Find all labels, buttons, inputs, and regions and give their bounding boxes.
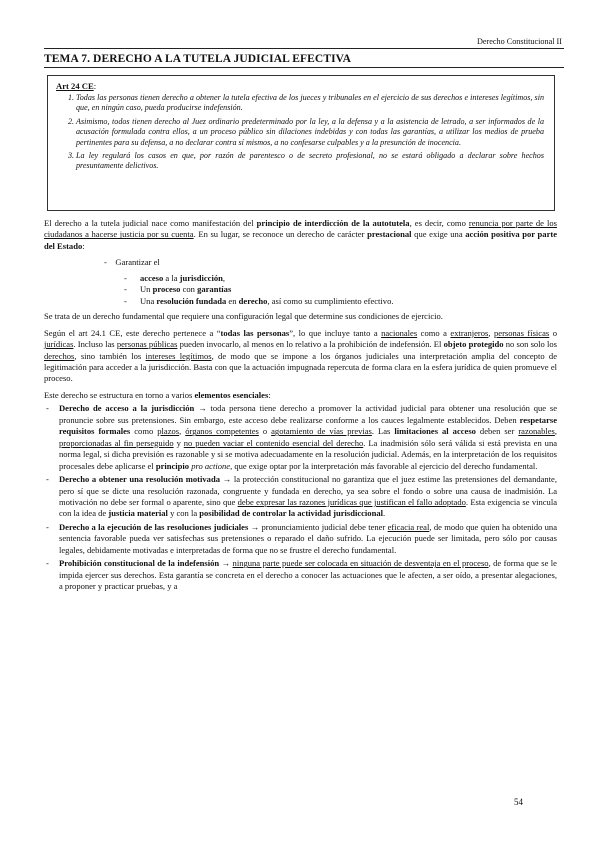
text-segment: Derecho de acceso a la jurisdicción <box>59 403 195 414</box>
text-segment: deben ser <box>475 426 519 437</box>
text-segment: posibilidad de controlar la actividad jurisdiccional <box>199 508 383 519</box>
paragraph-holders: Según el art 24.1 CE, este derecho pertenece a “todas las personas”, lo que incluye tanto a nacionales como a extranjeros, personas físicas o jurídicas. Incluso las personas públicas pueden invocarlo, al menos en lo relativo a la prohibición de indefensión. El objeto protegido no son solo los derechos, sino también los intereses legítimos, de modo que se impone a los órganos judiciales una interpretación amplia del concepto de legitimación para acceder a la jurisdicción. Basta con que la actuación impugnada repercuta de forma clara en la esfera jurídica de quien promueve el proceso. <box>44 327 558 384</box>
text-segment: justicia material <box>108 508 168 519</box>
article-label: Art 24 CE: <box>56 81 97 91</box>
list-dash: - <box>46 403 49 414</box>
text-segment: y <box>173 437 184 448</box>
list-dash: - <box>46 558 49 569</box>
text-segment: → la protección constitucional no garantiza que el juez estime las pretensiones del demandante, pero sí que se dicte una resolución razonada, congruente y fundada en derecho, ya sea sobre el fondo o sobre una causa de inadmisión. La motivación no debe ser formal o aparente, sino que <box>59 474 557 507</box>
text-segment: , <box>554 426 557 437</box>
article-item: 2. Asimismo, todos tienen derecho al Juez ordinario predeterminado por la ley, a la defensa y a la asistencia de letrado, a ser informados de la acusación formulada contra ellos, a un proceso público sin dilaciones indebidas y con todas las garantías, a utilizar los medios de prueba pertinentes para su defensa, a no declarar contra sí mismos, a no confesarse culpables y a la presunción de inocencia. <box>68 116 544 147</box>
text-segment: , de modo que quien ha obtenido una sentencia favorable pueda ver satisfechas sus pretensiones o reparado el daño sufrido. La ejecución puede ser limitada, pero sólo por causas legales, debidamente motivadas e interpretadas de forma que no se frustre el derecho fundamental. <box>59 521 557 555</box>
text-segment: , <box>179 426 186 437</box>
text-segment: . Las <box>371 426 395 437</box>
text-segment: no pueden vaciar el contenido esencial del derecho <box>183 437 364 448</box>
text-segment: , de forma que se le impida ejercer sus derechos. Esta garantía se concreta en el derecho a conocer las actuaciones que le afecten, a ser oído, a presentar alegaciones, a proponer y practicar pruebas, y a <box>59 558 557 592</box>
text-segment: órganos competentes <box>185 426 259 437</box>
paragraph-intro: El derecho a la tutela judicial nace como manifestación del principio de interdicción de la autotutela, es decir, como renuncia por parte de los ciudadanos a hacerse justicia por su cuenta. En su lugar, se reconoce un derecho de carácter prestacional que exige una acción positiva por parte del Estado: <box>44 218 558 251</box>
text-segment: eficacia real <box>387 521 430 532</box>
header-rule <box>44 48 564 49</box>
running-header: Derecho Constitucional II <box>476 37 562 46</box>
text-segment: plazos <box>157 426 180 437</box>
text-segment: agotamiento de vías previas <box>271 426 372 437</box>
list-item: - Un proceso con garantías <box>124 284 232 295</box>
article-item: 1. Todas las personas tienen derecho a obtener la tutela efectiva de los jueces y tribunales en el ejercicio de sus derechos e intereses legítimos, sin que, en ningún caso, pueda producirse indefensión. <box>68 93 544 113</box>
text-segment: pro actione <box>191 460 231 471</box>
text-segment: y con la <box>167 508 200 519</box>
text-segment: razonables <box>518 426 555 437</box>
title-rule <box>44 67 564 68</box>
list-dash: - <box>46 521 49 532</box>
text-segment: principio <box>155 460 190 471</box>
article-items <box>56 93 544 172</box>
text-segment: proporcionadas al fin perseguido <box>59 437 174 448</box>
list-item <box>44 403 557 472</box>
elements-list <box>44 403 557 592</box>
list-item <box>44 522 557 556</box>
chapter-title: TEMA 7. DERECHO A LA TUTELA JUDICIAL EFECTIVA <box>44 53 351 65</box>
article-item: 3. La ley regulará los casos en que, por razón de parentesco o de secreto profesional, no se estará obligado a declarar sobre hechos presuntamente delictivos. <box>68 151 544 171</box>
guarantee-list <box>44 273 557 307</box>
text-segment: , que exige optar por la interpretación más favorable al ejercicio del derecho fundamental. <box>230 460 538 471</box>
text-segment: Prohibición constitucional de la indefensión <box>59 558 220 569</box>
text-segment: . La inadmisión sólo será válida si está prevista en una norma legal, si dicha previsión es razonable y si se motiva adecuadamente en la resolución judicial. Además, en la interpretación de los requisitos procesales debe aplicarse el <box>59 437 558 471</box>
text-segment: → toda persona tiene derecho a promover la actividad judicial para obtener una resolución que se pronuncie sobre sus pretensiones. Sin embargo, este acceso debe realizarse conforme a los cauces legalmente establecidos. Deben <box>59 403 557 425</box>
list-item <box>44 558 557 592</box>
list-item: - acceso a la jurisdicción, <box>124 272 225 283</box>
paragraph-elements-intro: Este derecho se estructura en torno a varios elementos esenciales: <box>44 389 271 400</box>
list-item <box>44 474 557 520</box>
text-segment: o <box>258 426 272 437</box>
text-segment: . <box>383 508 386 519</box>
text-segment: → <box>219 558 233 569</box>
paragraph-legal-config: Se trata de un derecho fundamental que requiere una configuración legal que determine sus condiciones de ejercicio. <box>44 311 443 322</box>
list-item: - Una resolución fundada en derecho, así como su cumplimiento efectivo. <box>124 295 394 306</box>
text-segment: Derecho a obtener una resolución motivada <box>59 474 220 485</box>
text-segment: limitaciones al acceso <box>394 426 476 437</box>
text-segment: . Esta exigencia se vincula con la idea de <box>59 496 557 519</box>
body-text <box>44 218 557 595</box>
page-number: 54 <box>514 797 523 807</box>
text-segment: como <box>130 426 158 437</box>
text-segment: debe expresar las razones jurídicas que justifican el fallo adoptado <box>237 496 466 507</box>
guarantee-label: - Garantizar el <box>104 257 160 268</box>
text-segment: respetarse requisitos formales <box>59 414 557 437</box>
text-segment: Derecho a la ejecución de las resoluciones judiciales <box>59 521 249 532</box>
text-segment: ninguna parte puede ser colocada en situación de desventaja en el proceso <box>232 558 489 569</box>
list-dash: - <box>46 474 49 485</box>
article-quote-box <box>47 75 555 211</box>
text-segment: → pronunciamiento judicial debe tener <box>248 521 388 532</box>
